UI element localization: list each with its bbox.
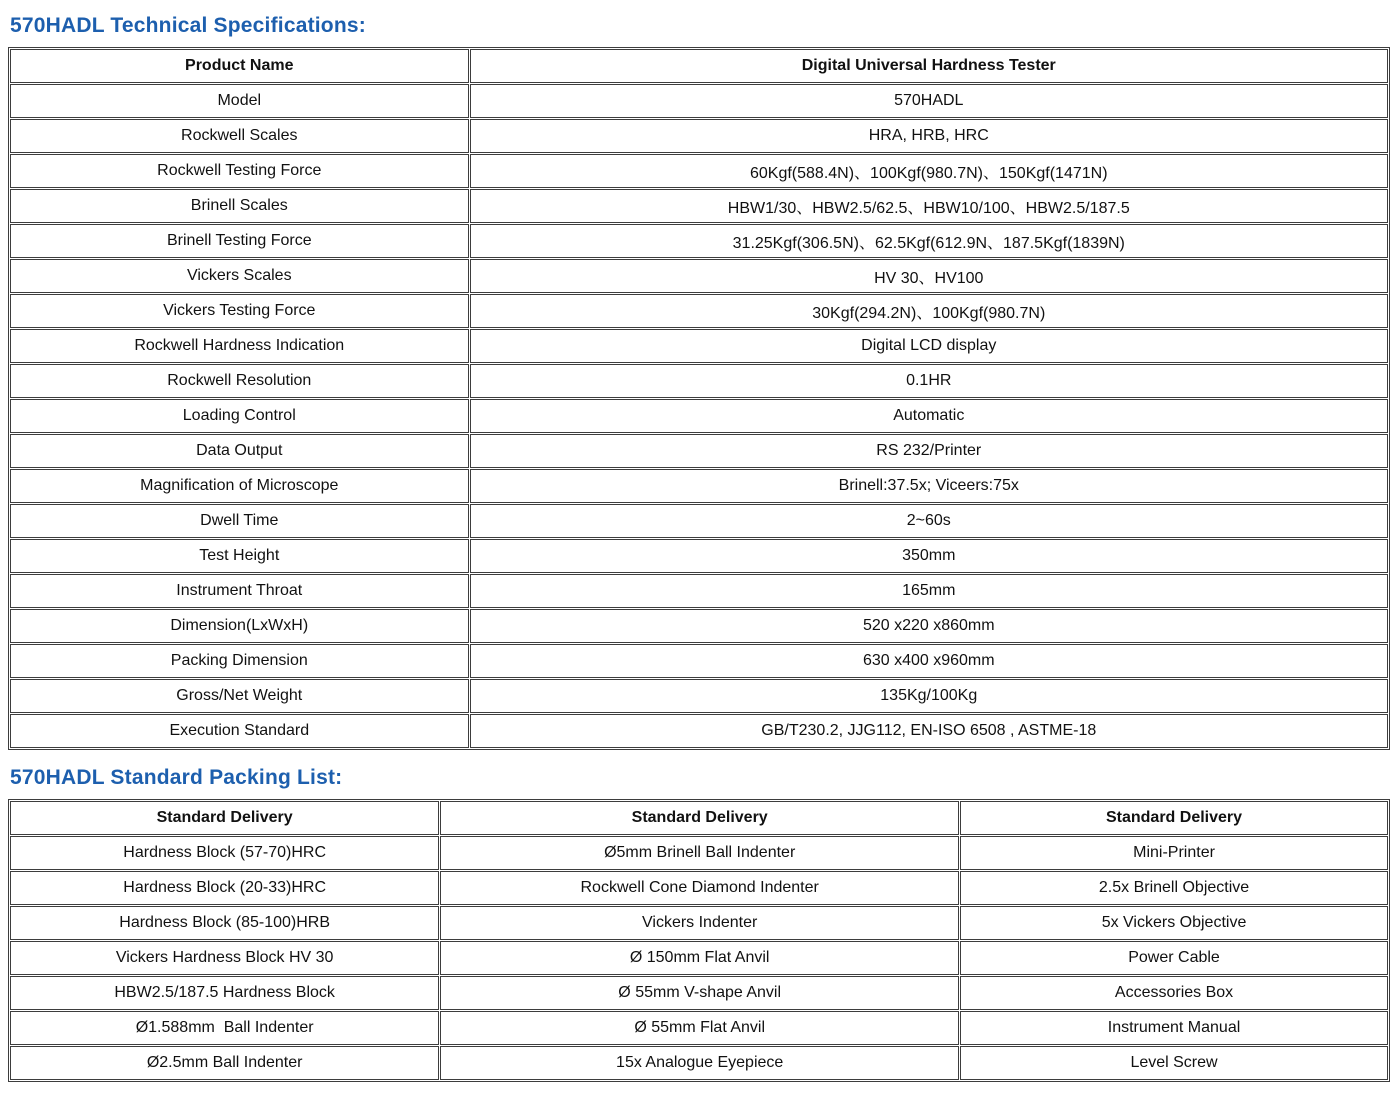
packing-header-row <box>10 801 1388 835</box>
spec-row <box>10 259 1388 293</box>
spec-label: Dimension(LxWxH) <box>10 609 469 643</box>
packing-row <box>10 1011 1388 1045</box>
packing-item: Hardness Block (20-33)HRC <box>10 871 439 905</box>
packing-row <box>10 1046 1388 1080</box>
spec-value: 630 x400 x960mm <box>470 644 1388 678</box>
packing-item: Ø5mm Brinell Ball Indenter <box>440 836 959 870</box>
spec-value: HRA, HRB, HRC <box>470 119 1388 153</box>
packing-item: 15x Analogue Eyepiece <box>440 1046 959 1080</box>
packing-item: Rockwell Cone Diamond Indenter <box>440 871 959 905</box>
packing-section-title: 570HADL Standard Packing List: <box>10 766 343 789</box>
packing-item: Ø 55mm Flat Anvil <box>440 1011 959 1045</box>
packing-item: Instrument Manual <box>960 1011 1388 1045</box>
packing-item: Ø1.588mm Ball Indenter <box>10 1011 439 1045</box>
spec-value: GB/T230.2, JJG112, EN-ISO 6508 , ASTME-18 <box>470 714 1388 748</box>
spec-value: 520 x220 x860mm <box>470 609 1388 643</box>
spec-label: Rockwell Testing Force <box>10 154 469 188</box>
packing-list-table <box>8 799 1390 1082</box>
spec-value: 30Kgf(294.2N)、100Kgf(980.7N) <box>470 294 1388 328</box>
spec-value: 135Kg/100Kg <box>470 679 1388 713</box>
spec-label: Instrument Throat <box>10 574 469 608</box>
packing-item: Ø 150mm Flat Anvil <box>440 941 959 975</box>
spec-row <box>10 434 1388 468</box>
packing-header-col2: Standard Delivery <box>440 801 959 835</box>
specs-header-value: Digital Universal Hardness Tester <box>470 49 1388 83</box>
packing-item: Vickers Hardness Block HV 30 <box>10 941 439 975</box>
spec-value: 31.25Kgf(306.5N)、62.5Kgf(612.9N、187.5Kgf(1839N) <box>470 224 1388 258</box>
spec-label: Dwell Time <box>10 504 469 538</box>
spec-row <box>10 469 1388 503</box>
spec-label: Data Output <box>10 434 469 468</box>
spec-label: Packing Dimension <box>10 644 469 678</box>
packing-header-col1: Standard Delivery <box>10 801 439 835</box>
spec-row <box>10 504 1388 538</box>
spec-label: Rockwell Scales <box>10 119 469 153</box>
spec-value: Brinell:37.5x; Viceers:75x <box>470 469 1388 503</box>
spec-label: Magnification of Microscope <box>10 469 469 503</box>
specs-header-row <box>10 49 1388 83</box>
spec-value: 165mm <box>470 574 1388 608</box>
spec-row <box>10 119 1388 153</box>
packing-row <box>10 871 1388 905</box>
spec-row <box>10 189 1388 223</box>
packing-item: 5x Vickers Objective <box>960 906 1388 940</box>
packing-item: Power Cable <box>960 941 1388 975</box>
spec-label: Brinell Scales <box>10 189 469 223</box>
spec-row <box>10 294 1388 328</box>
packing-item: Ø2.5mm Ball Indenter <box>10 1046 439 1080</box>
spec-value: 60Kgf(588.4N)、100Kgf(980.7N)、150Kgf(1471N) <box>470 154 1388 188</box>
spec-row <box>10 154 1388 188</box>
spec-row <box>10 84 1388 118</box>
packing-item: Hardness Block (57-70)HRC <box>10 836 439 870</box>
spec-row <box>10 539 1388 573</box>
packing-table-body <box>10 836 1388 1080</box>
spec-value: HBW1/30、HBW2.5/62.5、HBW10/100、HBW2.5/187.5 <box>470 189 1388 223</box>
packing-row <box>10 906 1388 940</box>
packing-header-col3: Standard Delivery <box>960 801 1388 835</box>
spec-row <box>10 714 1388 748</box>
spec-value: 350mm <box>470 539 1388 573</box>
packing-item: 2.5x Brinell Objective <box>960 871 1388 905</box>
spec-value: Digital LCD display <box>470 329 1388 363</box>
spec-row <box>10 224 1388 258</box>
spec-label: Vickers Testing Force <box>10 294 469 328</box>
spec-row <box>10 329 1388 363</box>
packing-row <box>10 836 1388 870</box>
specs-section-title: 570HADL Technical Specifications: <box>10 14 366 37</box>
spec-label: Vickers Scales <box>10 259 469 293</box>
spec-row <box>10 609 1388 643</box>
packing-item: Mini-Printer <box>960 836 1388 870</box>
spec-value: 0.1HR <box>470 364 1388 398</box>
packing-row <box>10 941 1388 975</box>
packing-item: Vickers Indenter <box>440 906 959 940</box>
spec-label: Gross/Net Weight <box>10 679 469 713</box>
spec-label: Rockwell Resolution <box>10 364 469 398</box>
spec-row <box>10 679 1388 713</box>
packing-row <box>10 976 1388 1010</box>
packing-item: Ø 55mm V-shape Anvil <box>440 976 959 1010</box>
packing-item: Hardness Block (85-100)HRB <box>10 906 439 940</box>
spec-row <box>10 644 1388 678</box>
technical-specifications-table <box>8 47 1390 750</box>
spec-row <box>10 399 1388 433</box>
spec-label: Execution Standard <box>10 714 469 748</box>
packing-item: HBW2.5/187.5 Hardness Block <box>10 976 439 1010</box>
spec-value: 570HADL <box>470 84 1388 118</box>
spec-value: 2~60s <box>470 504 1388 538</box>
spec-row <box>10 364 1388 398</box>
specs-header-label: Product Name <box>10 49 469 83</box>
spec-value: Automatic <box>470 399 1388 433</box>
packing-item: Level Screw <box>960 1046 1388 1080</box>
spec-label: Rockwell Hardness Indication <box>10 329 469 363</box>
spec-value: RS 232/Printer <box>470 434 1388 468</box>
spec-row <box>10 574 1388 608</box>
specs-table-body <box>10 84 1388 748</box>
packing-item: Accessories Box <box>960 976 1388 1010</box>
spec-value: HV 30、HV100 <box>470 259 1388 293</box>
spec-label: Test Height <box>10 539 469 573</box>
spec-label: Loading Control <box>10 399 469 433</box>
spec-label: Brinell Testing Force <box>10 224 469 258</box>
spec-label: Model <box>10 84 469 118</box>
